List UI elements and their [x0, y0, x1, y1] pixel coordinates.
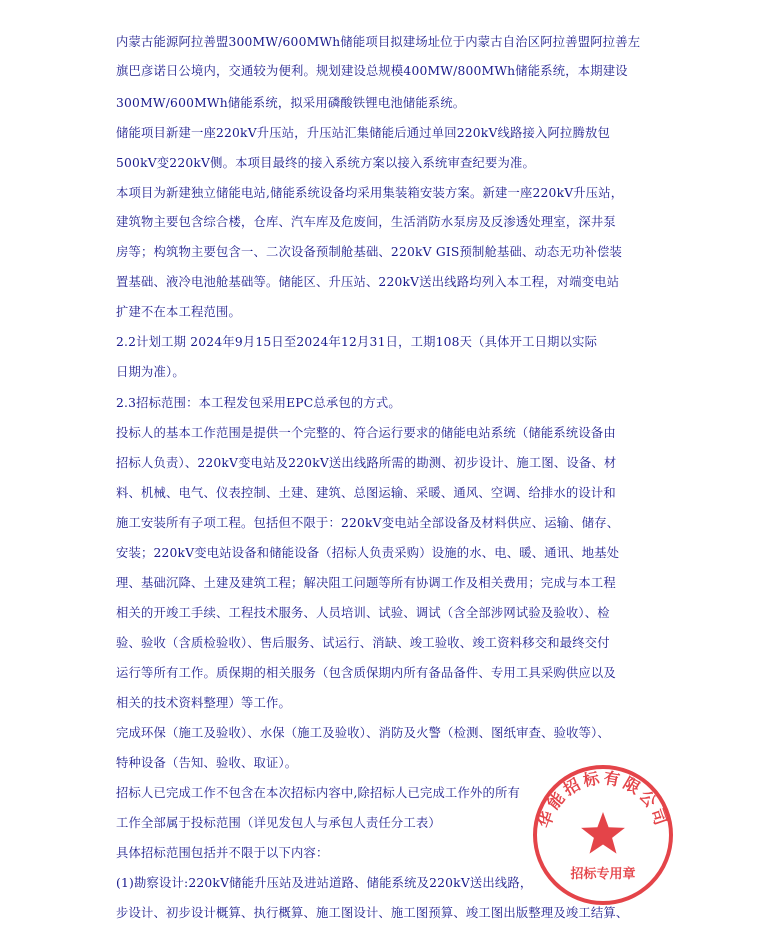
- text-line: 步设计、初步设计概算、执行概算、施工图设计、施工图预算、竣工图出版整理及竣工结算、: [116, 906, 629, 920]
- text-line: 工作全部属于投标范围（详见发包人与承包人责任分工表）: [116, 816, 441, 830]
- text-line: 理、基础沉降、土建及建筑工程；解决阻工问题等所有协调工作及相关费用；完成与本工程: [116, 576, 616, 590]
- text-line: 扩建不在本工程范围。: [116, 305, 241, 319]
- text-line: 2.3招标范围：本工程发包采用EPC总承包的方式。: [116, 396, 401, 410]
- text-line: 建筑物主要包含综合楼，仓库、汽车库及危废间，生活消防水泵房及反渗透处理室，深井泵: [116, 215, 616, 229]
- text-line: (1)勘察设计:220kV储能升压站及进站道路、储能系统及220kV送出线路，: [116, 876, 533, 890]
- text-line: 日期为准）。: [116, 365, 185, 379]
- company-seal-stamp: [528, 760, 678, 910]
- text-line: 内蒙古能源阿拉善盟300MW/600MWh储能项目拟建场址位于内蒙古自治区阿拉善盟阿拉善左: [116, 35, 641, 49]
- seal-star-icon: [581, 812, 625, 854]
- text-line: 特种设备（告知、验收、取证）。: [116, 756, 298, 770]
- text-line: 房等；构筑物主要包含一、二次设备预制舱基础、220kV GIS预制舱基础、动态无功补偿装: [116, 245, 623, 259]
- text-line: 本项目为新建独立储能电站,储能系统设备均采用集装箱安装方案。新建一座220kV升压站，: [116, 186, 624, 200]
- seal-org-text: 华能招标有限公司: [534, 768, 672, 831]
- text-line: 相关的技术资料整理）等工作。: [116, 696, 291, 710]
- text-line: 料、机械、电气、仪表控制、土建、建筑、总图运输、采暖、通风、空调、给排水的设计和: [116, 486, 616, 500]
- seal-purpose-text: 招标专用章: [570, 867, 636, 882]
- text-line: 旗巴彦诺日公境内，交通较为便利。规划建设总规模400MW/800MWh储能系统，本期建设: [116, 64, 628, 78]
- text-line: 置基础、液冷电池舱基础等。储能区、升压站、220kV送出线路均列入本工程，对端变电站: [116, 275, 620, 289]
- text-line: 相关的开竣工手续、工程技术服务、人员培训、试验、调试（含全部涉网试验及验收）、检: [116, 606, 610, 620]
- text-line: 具体招标范围包括并不限于以下内容：: [116, 846, 329, 860]
- text-line: 招标人负责）、220kV变电站及220kV送出线路所需的勘测、初步设计、施工图、设备、材: [116, 456, 617, 470]
- text-line: 施工安装所有子项工程。包括但不限于：220kV变电站全部设备及材料供应、运输、储存、: [116, 516, 620, 530]
- text-line: 招标人已完成工作不包含在本次招标内容中,除招标人已完成工作外的所有: [116, 786, 521, 800]
- text-line: 300MW/600MWh储能系统，拟采用磷酸铁锂电池储能系统。: [116, 96, 466, 110]
- text-line: 500kV变220kV侧。本项目最终的接入系统方案以接入系统审查纪要为准。: [116, 156, 536, 170]
- text-line: 安装；220kV变电站设备和储能设备（招标人负责采购）设施的水、电、暖、通讯、地基处: [116, 546, 620, 560]
- text-line: 2.2计划工期 2024年9月15日至2024年12月31日，工期108天（具体开工日期以实际: [116, 335, 598, 349]
- text-line: 投标人的基本工作范围是提供一个完整的、符合运行要求的储能电站系统（储能系统设备由: [116, 426, 616, 440]
- text-line: 验、验收（含质检验收）、售后服务、试运行、消缺、竣工验收、竣工资料移交和最终交付: [116, 636, 610, 650]
- text-line: 运行等所有工作。质保期的相关服务（包含质保期内所有备品备件、专用工具采购供应以及: [116, 666, 616, 680]
- text-line: 储能项目新建一座220kV升压站，升压站汇集储能后通过单回220kV线路接入阿拉腾敖包: [116, 126, 611, 140]
- text-line: 完成环保（施工及验收）、水保（施工及验收）、消防及火警（检测、图纸审查、验收等）、: [116, 726, 610, 740]
